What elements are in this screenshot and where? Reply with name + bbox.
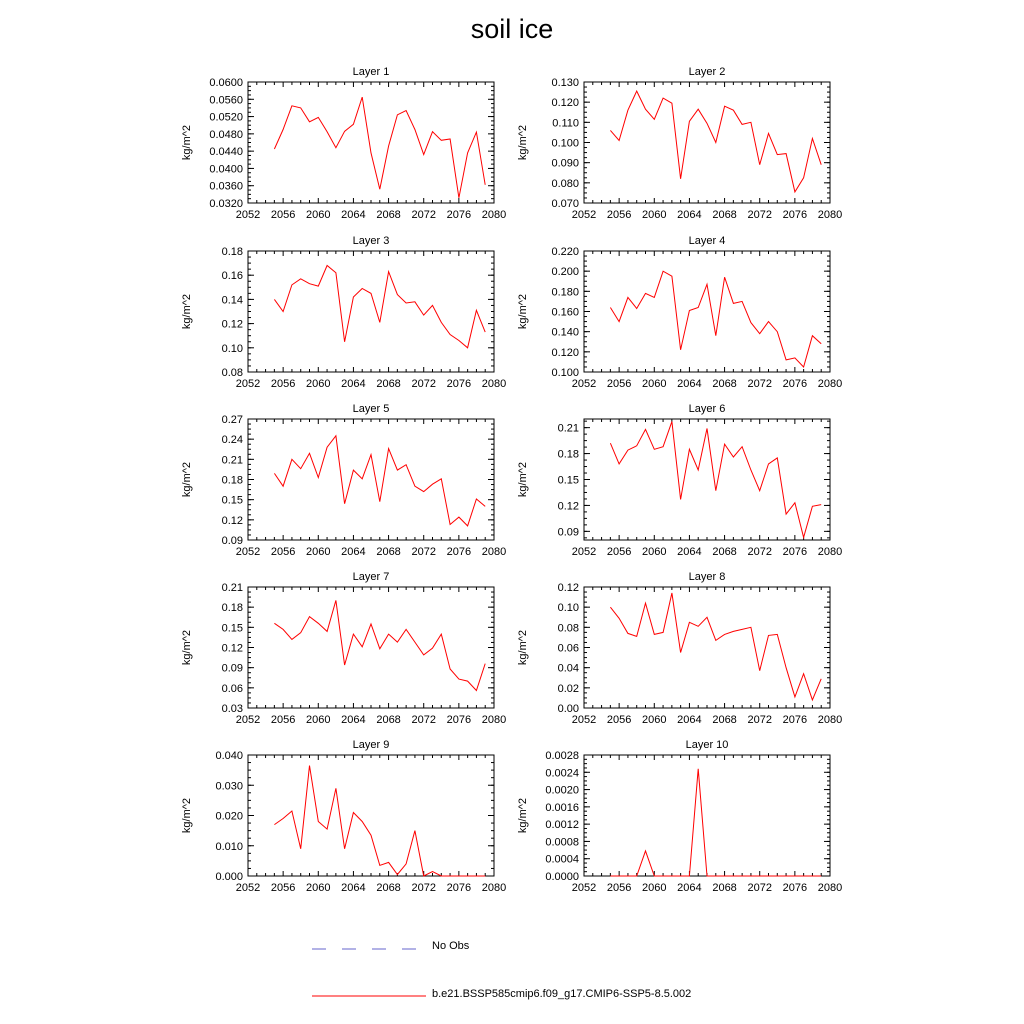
x-tick-label-6: 2064	[677, 546, 702, 558]
x-tick-label-2: 2064	[677, 209, 702, 221]
y-tick-label-4: 0.200	[551, 266, 579, 279]
legend-model-label: b.e21.BSSP585cmip6.f09_g17.CMIP6-SSP5-8.5.002	[432, 988, 692, 1000]
y-tick-label-2: 0.110	[552, 117, 579, 130]
x-tick-label-6: 2052	[571, 546, 597, 558]
y-tick-label-3: 0.12	[221, 318, 243, 331]
y-tick-label-4: 0.140	[551, 326, 579, 339]
panel-title-2: Layer 2	[688, 66, 726, 78]
legend-model-swatch	[310, 986, 430, 1006]
series-line-8	[610, 593, 821, 700]
x-tick-label-6: 2080	[817, 546, 843, 558]
x-tick-label-3: 2060	[306, 378, 331, 390]
x-tick-label-10: 2080	[817, 882, 843, 894]
x-tick-label-1: 2056	[270, 209, 296, 221]
x-tick-label-5: 2060	[306, 546, 331, 558]
x-tick-label-3: 2080	[481, 378, 507, 390]
x-tick-label-10: 2052	[571, 882, 597, 894]
y-tick-label-10: 0.0000	[545, 871, 579, 883]
y-tick-label-2: 0.090	[551, 157, 579, 170]
y-axis-label-2: kg/m^2	[517, 124, 529, 161]
y-tick-label-2: 0.120	[551, 97, 579, 110]
y-tick-label-3: 0.08	[221, 367, 243, 379]
x-tick-label-1: 2068	[376, 209, 401, 221]
x-tick-label-4: 2060	[642, 378, 667, 390]
x-tick-label-10: 2064	[677, 882, 702, 894]
x-tick-label-7: 2060	[306, 714, 331, 726]
y-tick-label-1: 0.0560	[209, 94, 243, 107]
x-tick-label-3: 2072	[411, 378, 436, 390]
x-tick-label-2: 2060	[642, 209, 667, 221]
x-tick-label-8: 2068	[712, 714, 737, 726]
y-tick-label-1: 0.0520	[209, 111, 243, 124]
y-axis-label-3: kg/m^2	[181, 293, 193, 330]
y-tick-label-2: 0.080	[551, 177, 579, 190]
x-tick-label-5: 2064	[341, 546, 366, 558]
x-tick-label-4: 2068	[712, 378, 737, 390]
x-tick-label-10: 2072	[747, 882, 772, 894]
x-tick-label-1: 2076	[446, 209, 472, 221]
y-tick-label-8: 0.06	[557, 642, 579, 655]
x-tick-label-8: 2076	[782, 714, 808, 726]
y-axis-label-9: kg/m^2	[181, 797, 193, 834]
x-tick-label-3: 2076	[446, 378, 472, 390]
y-tick-label-1: 0.0440	[209, 146, 243, 159]
y-tick-label-6: 0.21	[557, 422, 579, 435]
y-tick-label-4: 0.220	[551, 246, 579, 258]
y-tick-label-7: 0.18	[221, 602, 243, 615]
x-tick-label-2: 2072	[747, 209, 772, 221]
y-tick-label-7: 0.03	[221, 703, 243, 715]
y-tick-label-8: 0.12	[557, 582, 579, 594]
x-tick-label-8: 2080	[817, 714, 843, 726]
x-tick-label-8: 2064	[677, 714, 702, 726]
y-axis-label-4: kg/m^2	[517, 293, 529, 330]
series-line-7	[274, 600, 485, 690]
x-tick-label-3: 2068	[376, 378, 401, 390]
y-tick-label-4: 0.160	[551, 306, 579, 319]
y-tick-label-8: 0.04	[557, 662, 579, 675]
y-tick-label-1: 0.0480	[209, 128, 243, 141]
series-line-10	[610, 769, 821, 876]
y-tick-label-10: 0.0028	[545, 750, 579, 762]
y-tick-label-5: 0.24	[221, 434, 243, 447]
x-tick-label-7: 2076	[446, 714, 472, 726]
plot-frame-4	[584, 251, 830, 372]
x-tick-label-6: 2056	[606, 546, 632, 558]
x-tick-label-1: 2064	[341, 209, 366, 221]
panel-title-7: Layer 7	[352, 571, 390, 583]
figure-title: soil ice	[470, 14, 554, 44]
y-tick-label-6: 0.12	[557, 500, 579, 513]
x-tick-label-1: 2052	[235, 209, 261, 221]
panel-title-4: Layer 4	[688, 235, 726, 247]
series-line-3	[274, 266, 485, 348]
x-tick-label-6: 2072	[747, 546, 772, 558]
y-tick-label-3: 0.10	[221, 342, 243, 355]
y-tick-label-5: 0.18	[221, 474, 243, 487]
y-tick-label-5: 0.09	[221, 535, 243, 547]
y-tick-label-1: 0.0400	[209, 163, 243, 176]
legend-obs-label: No Obs	[432, 940, 470, 952]
x-tick-label-4: 2076	[782, 378, 808, 390]
y-tick-label-9: 0.030	[215, 780, 243, 793]
x-tick-label-1: 2080	[481, 209, 507, 221]
plot-frame-3	[248, 251, 494, 372]
y-axis-label-1: kg/m^2	[181, 124, 193, 161]
x-tick-label-8: 2072	[747, 714, 772, 726]
x-tick-label-5: 2056	[270, 546, 296, 558]
y-tick-label-4: 0.120	[551, 346, 579, 359]
y-axis-label-5: kg/m^2	[181, 461, 193, 498]
x-tick-label-7: 2068	[376, 714, 401, 726]
y-axis-label-7: kg/m^2	[181, 629, 193, 666]
y-axis-label-8: kg/m^2	[517, 629, 529, 666]
series-line-9	[274, 766, 485, 876]
y-tick-label-5: 0.15	[221, 494, 243, 507]
x-tick-label-5: 2068	[376, 546, 401, 558]
y-tick-label-8: 0.08	[557, 622, 579, 635]
y-tick-label-4: 0.180	[551, 286, 579, 299]
y-tick-label-7: 0.21	[221, 582, 243, 594]
y-tick-label-5: 0.27	[221, 414, 243, 426]
y-tick-label-10: 0.0004	[545, 853, 579, 866]
x-tick-label-9: 2056	[270, 882, 296, 894]
y-tick-label-9: 0.010	[215, 840, 243, 853]
x-tick-label-6: 2068	[712, 546, 737, 558]
y-tick-label-2: 0.070	[551, 198, 579, 210]
x-tick-label-4: 2072	[747, 378, 772, 390]
x-tick-label-9: 2080	[481, 882, 507, 894]
x-tick-label-7: 2052	[235, 714, 261, 726]
plot-frame-6	[584, 419, 830, 540]
legend-obs	[310, 938, 810, 958]
x-tick-label-9: 2060	[306, 882, 331, 894]
x-tick-label-8: 2052	[571, 714, 597, 726]
y-tick-label-10: 0.0008	[545, 836, 579, 849]
x-tick-label-10: 2060	[642, 882, 667, 894]
y-tick-label-6: 0.15	[557, 474, 579, 487]
panel-title-1: Layer 1	[352, 66, 390, 78]
x-tick-label-6: 2076	[782, 546, 808, 558]
x-tick-label-8: 2056	[606, 714, 632, 726]
x-tick-label-5: 2052	[235, 546, 261, 558]
x-tick-label-4: 2056	[606, 378, 632, 390]
panel-title-3: Layer 3	[352, 235, 390, 247]
panel-title-5: Layer 5	[352, 403, 390, 415]
y-tick-label-8: 0.00	[557, 703, 579, 715]
x-tick-label-7: 2056	[270, 714, 296, 726]
x-tick-label-10: 2076	[782, 882, 808, 894]
x-tick-label-6: 2060	[642, 546, 667, 558]
x-tick-label-3: 2064	[341, 378, 366, 390]
y-tick-label-9: 0.000	[215, 871, 243, 883]
x-tick-label-4: 2064	[677, 378, 702, 390]
legend-model	[310, 986, 810, 1006]
x-tick-label-2: 2080	[817, 209, 843, 221]
y-tick-label-7: 0.12	[221, 642, 243, 655]
y-tick-label-1: 0.0320	[209, 198, 243, 210]
x-tick-label-9: 2064	[341, 882, 366, 894]
y-tick-label-8: 0.02	[557, 682, 579, 695]
y-tick-label-2: 0.130	[551, 77, 579, 89]
y-tick-label-1: 0.0600	[209, 77, 243, 89]
y-tick-label-7: 0.06	[221, 682, 243, 695]
x-tick-label-9: 2052	[235, 882, 261, 894]
y-tick-label-3: 0.18	[221, 246, 243, 258]
y-axis-label-6: kg/m^2	[517, 461, 529, 498]
x-tick-label-9: 2072	[411, 882, 436, 894]
panel-title-8: Layer 8	[688, 571, 726, 583]
y-tick-label-9: 0.040	[215, 750, 243, 762]
series-line-4	[610, 271, 821, 367]
y-tick-label-7: 0.09	[221, 662, 243, 675]
x-tick-label-2: 2056	[606, 209, 632, 221]
y-tick-label-6: 0.18	[557, 448, 579, 461]
x-tick-label-5: 2072	[411, 546, 436, 558]
x-tick-label-1: 2072	[411, 209, 436, 221]
series-line-5	[274, 436, 485, 526]
plot-frame-7	[248, 587, 494, 708]
y-tick-label-10: 0.0024	[545, 767, 579, 780]
panel-title-10: Layer 10	[685, 739, 729, 751]
y-tick-label-10: 0.0012	[545, 819, 579, 832]
x-tick-label-10: 2068	[712, 882, 737, 894]
x-tick-label-1: 2060	[306, 209, 331, 221]
panel-title-9: Layer 9	[352, 739, 390, 751]
legend-obs-swatch	[310, 938, 430, 958]
x-tick-label-3: 2052	[235, 378, 261, 390]
series-line-6	[610, 422, 821, 538]
y-axis-label-10: kg/m^2	[517, 797, 529, 834]
x-tick-label-7: 2072	[411, 714, 436, 726]
y-tick-label-7: 0.15	[221, 622, 243, 635]
x-tick-label-7: 2064	[341, 714, 366, 726]
y-tick-label-8: 0.10	[557, 602, 579, 615]
y-tick-label-4: 0.100	[551, 367, 579, 379]
x-tick-label-9: 2068	[376, 882, 401, 894]
x-tick-label-9: 2076	[446, 882, 472, 894]
x-tick-label-8: 2060	[642, 714, 667, 726]
plot-frame-9	[248, 755, 494, 876]
x-tick-label-4: 2080	[817, 378, 843, 390]
x-tick-label-2: 2068	[712, 209, 737, 221]
x-tick-label-2: 2052	[571, 209, 597, 221]
y-tick-label-6: 0.09	[557, 526, 579, 539]
y-tick-label-2: 0.100	[551, 137, 579, 150]
y-tick-label-9: 0.020	[215, 810, 243, 823]
x-tick-label-5: 2080	[481, 546, 507, 558]
series-line-1	[274, 97, 485, 198]
x-tick-label-5: 2076	[446, 546, 472, 558]
x-tick-label-7: 2080	[481, 714, 507, 726]
y-tick-label-3: 0.14	[221, 294, 243, 307]
x-tick-label-4: 2052	[571, 378, 597, 390]
y-tick-label-10: 0.0020	[545, 784, 579, 797]
x-tick-label-10: 2056	[606, 882, 632, 894]
x-tick-label-2: 2076	[782, 209, 808, 221]
y-tick-label-10: 0.0016	[545, 801, 579, 814]
y-tick-label-5: 0.12	[221, 514, 243, 527]
panel-title-6: Layer 6	[688, 403, 726, 415]
y-tick-label-5: 0.21	[221, 454, 243, 467]
series-line-2	[610, 91, 821, 192]
plot-frame-10	[584, 755, 830, 876]
y-tick-label-1: 0.0360	[209, 180, 243, 193]
y-tick-label-3: 0.16	[221, 270, 243, 283]
x-tick-label-3: 2056	[270, 378, 296, 390]
